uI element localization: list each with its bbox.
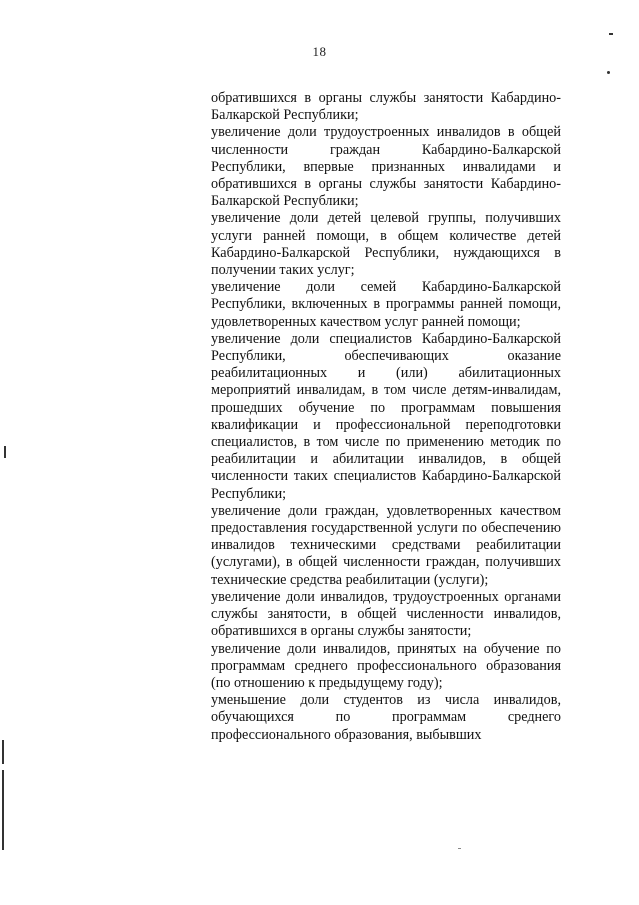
scan-mark [609,33,613,35]
paragraph: увеличение доли специалистов Кабардино-Балкарской Республики, обеспечивающих оказание реабилитационных и (или) абилитационных мероприятий инвалидам, в том числе детям-инвалидам, прошедших обучение по программам повышения квалификации и профессиональной переподготовки специалистов, в том числе по применению методик по реабилитации и абилитации инвалидов, в общей численности таких специалистов Кабардино-Балкарской Республики; [211,330,561,502]
paragraph: увеличение доли инвалидов, трудоустроенных органами службы занятости, в общей численности инвалидов, обратившихся в органы службы занятости; [211,588,561,640]
scan-mark [2,740,4,764]
scan-mark [2,770,4,850]
paragraph: увеличение доли семей Кабардино-Балкарской Республики, включенных в программы ранней помощи, удовлетворенных качеством услуг ранней помощи; [211,279,561,330]
paragraph: увеличение доли трудоустроенных инвалидов в общей численности граждан Кабардино-Балкарской Республики, впервые признанных инвалидами и обратившихся в органы службы занятости Кабардино-Балкарской Республики; [211,124,561,210]
paragraph: уменьшение доли студентов из числа инвалидов, обучающихся по программам среднего профессионального образования, выбывших [211,692,561,743]
paragraph: увеличение доли детей целевой группы, получивших услуги ранней помощи, в общем количестве детей Кабардино-Балкарской Республики, нуждающихся в получении таких услуг; [211,210,561,279]
page-number: 18 [312,44,327,59]
scan-mark [607,71,610,74]
scan-mark [4,446,6,458]
scan-mark [458,848,461,849]
paragraph: увеличение доли граждан, удовлетворенных качеством предоставления государственной услуги по обеспечению инвалидов техническими средствами реабилитации (услугами), в общей численности граждан, получивших технические средства реабилитации (услуги); [211,502,561,588]
document-body [211,90,561,744]
paragraph: обратившихся в органы службы занятости Кабардино-Балкарской Республики; [211,90,561,124]
paragraph: увеличение доли инвалидов, принятых на обучение по программам среднего профессионального образования (по отношению к предыдущему году); [211,640,561,691]
